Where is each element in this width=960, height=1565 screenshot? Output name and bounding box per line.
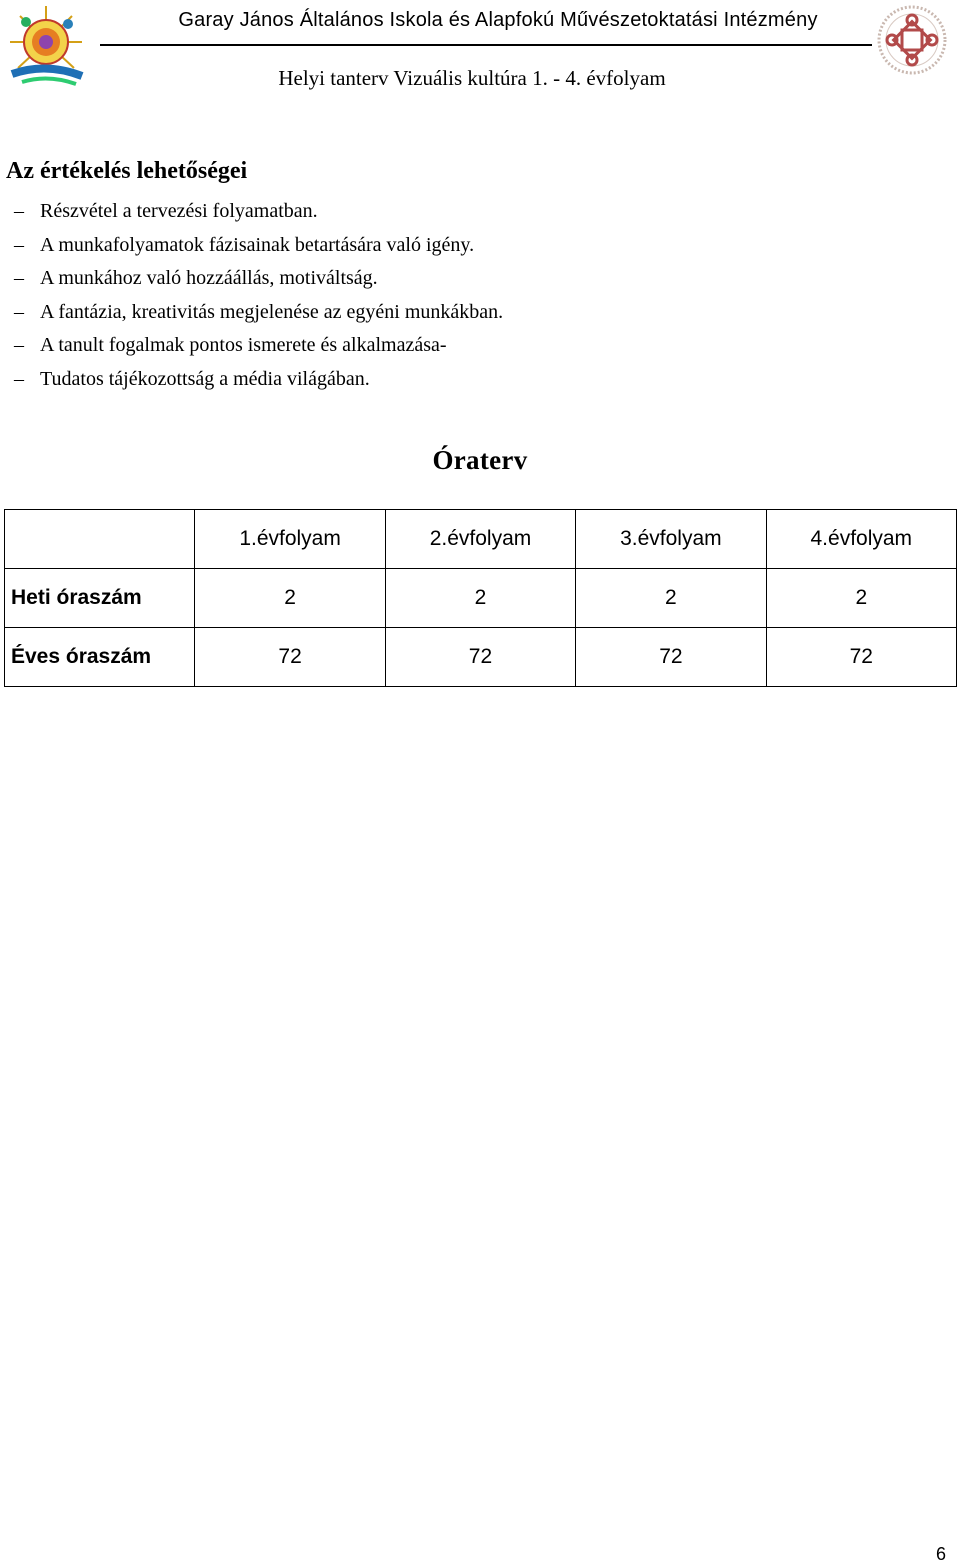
dash-bullet: – [14,367,24,390]
table-header-cell: 3.évfolyam [576,510,766,569]
dash-bullet: – [14,267,24,289]
table-cell: 72 [766,628,956,687]
dash-bullet: – [14,200,24,222]
document-subtitle: Helyi tanterv Vizuális kultúra 1. - 4. évfolyam [278,66,666,90]
list-item-text: A munkafolyamatok fázisainak betartására való igény. [40,233,475,256]
list-item-text: A munkához való hozzáállás, motiváltság. [40,267,378,289]
dash-bullet: – [14,334,24,356]
dash-bullet: – [14,300,24,323]
table-header-cell: 2.évfolyam [385,510,575,569]
oraterv-table [4,509,957,687]
list-item [0,263,503,297]
knot-seal-icon [872,4,952,76]
table-cell: 2 [766,569,956,628]
list-item-text: Tudatos tájékozottság a média világában. [40,367,370,390]
table-header-row [5,510,957,569]
garay-sun-logo-icon [2,2,100,88]
table-cell: 2 [576,569,766,628]
table-header-cell: 1.évfolyam [195,510,385,569]
table-row [5,628,957,687]
page-header [0,0,960,110]
list-item-text: A fantázia, kreativitás megjelenése az egyéni munkákban. [40,300,504,323]
evaluation-criteria-list [0,196,503,397]
row-label: Éves óraszám [5,628,195,687]
dash-bullet: – [14,233,24,256]
table-cell: 2 [385,569,575,628]
list-item [0,196,503,230]
table-cell: 72 [576,628,766,687]
table-header-cell: 4.évfolyam [766,510,956,569]
list-item [0,297,503,331]
table-cell: 72 [195,628,385,687]
list-item [0,230,503,264]
list-item-text: Részvétel a tervezési folyamatban. [40,200,318,222]
row-label: Heti óraszám [5,569,195,628]
list-item [0,330,503,364]
school-seal-right [872,4,952,76]
evaluation-heading: Az értékelés lehetőségei [6,158,248,184]
table-cell: 2 [195,569,385,628]
oraterv-heading: Óraterv [432,445,528,475]
table-header-cell [5,510,195,569]
table-cell: 72 [385,628,575,687]
page-number: 6 [936,1544,947,1564]
list-item [0,364,503,398]
school-logo-left [2,2,100,88]
table-row [5,569,957,628]
school-name: Garay János Általános Iskola és Alapfokú Művészetoktatási Intézmény [178,9,818,31]
list-item-text: A tanult fogalmak pontos ismerete és alkalmazása- [40,334,447,356]
header-divider [100,44,872,46]
